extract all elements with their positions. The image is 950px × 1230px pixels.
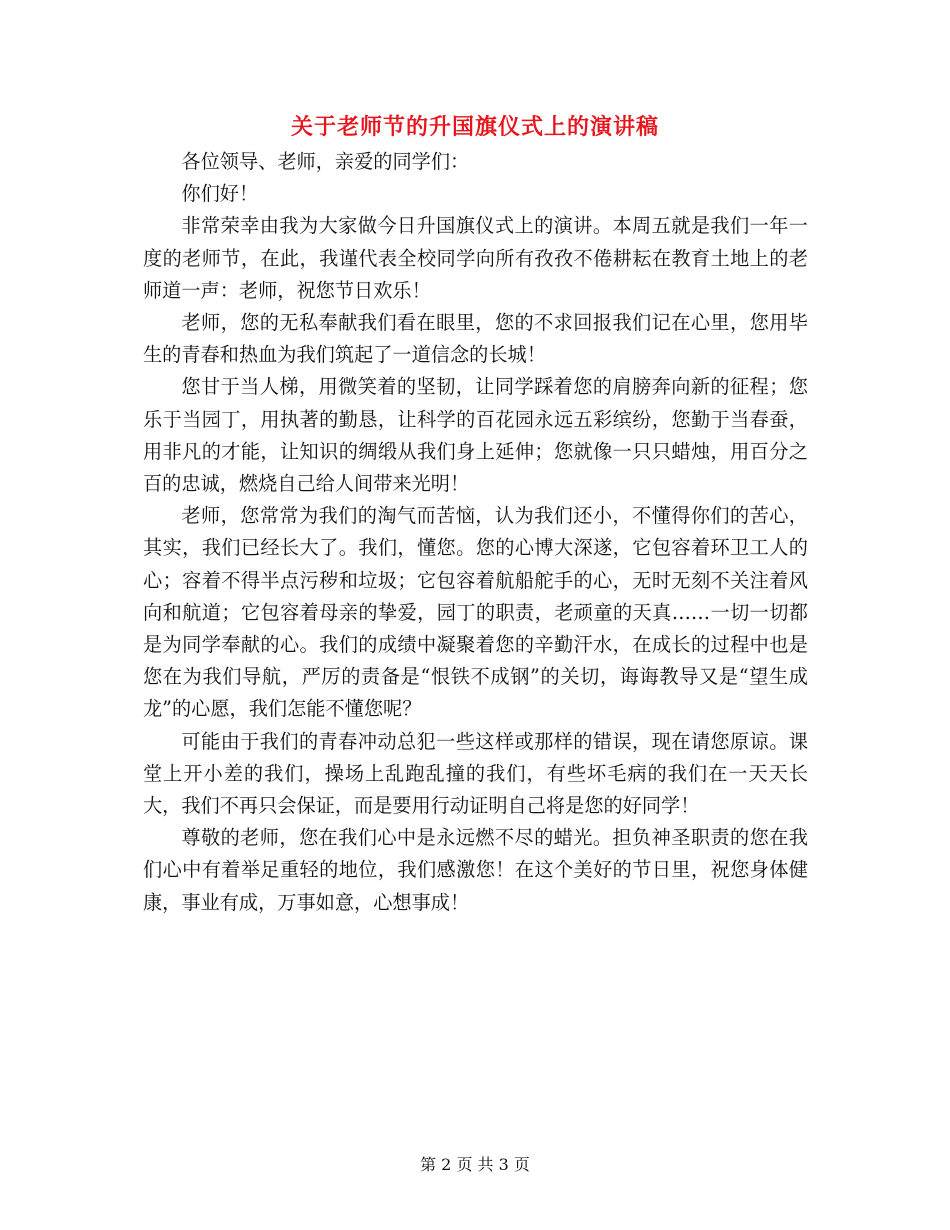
paragraph-intro: 非常荣幸由我为大家做今日升国旗仪式上的演讲。本周五就是我们一年一度的老师节，在此，我谨代表全校同学向所有孜孜不倦耕耘在教育土地上的老师道一声：老师，祝您节日欢乐！ (143, 214, 808, 302)
paragraph-apology: 可能由于我们的青春冲动总犯一些这样或那样的错误，现在请您原谅。课堂上开小差的我们，操场上乱跑乱撞的我们，有些坏毛病的我们在一天天长大，我们不再只会保证，而是要用行动证明自己将是您的好同学！ (143, 729, 808, 818)
paragraph-hello: 你们好！ (181, 182, 259, 206)
paragraph-metaphors: 您甘于当人梯，用微笑着的坚韧，让同学踩着您的肩膀奔向新的征程；您乐于当园丁，用执著的勤恳，让科学的百花园永远五彩缤纷，您勤于当春蚕，用非凡的才能，让知识的绸缎从我们身上延伸；您就像一只只蜡烛，用百分之百的忠诚，燃烧自己给人间带来光明！ (143, 375, 808, 496)
paragraph-dedication: 老师，您的无私奉献我们看在眼里，您的不求回报我们记在心里，您用毕生的青春和热血为我们筑起了一道信念的长城！ (143, 311, 808, 367)
paragraph-closing: 尊敬的老师，您在我们心中是永远燃不尽的蜡光。担负神圣职责的您在我们心中有着举足重轻的地位，我们感激您！在这个美好的节日里，祝您身体健康，事业有成，万事如意，心想事成！ (143, 826, 808, 914)
document-title: 关于老师节的升国旗仪式上的演讲稿 (290, 114, 659, 140)
paragraph-greeting: 各位领导、老师，亲爱的同学们： (181, 150, 470, 173)
document-body (143, 146, 808, 919)
page-footer: 第 2 页 共 3 页 (420, 1155, 530, 1174)
paragraph-understanding: 老师，您常常为我们的淘气而苦恼，认为我们还小，不懂得你们的苦心，其实，我们已经长大了。我们，懂您。您的心博大深遂，它包容着环卫工人的心；容着不得半点污秽和垃圾；它包容着航船舵手的心，无时无刻不关注着风向和航道；它包容着母亲的挚爱，园丁的职责，老顽童的天真……一切一切都是为同学奉献的心。我们的成绩中凝聚着您的辛勤汗水，在成长的过程中也是您在为我们导航，严厉的责备是“恨铁不成钢”的关切，诲诲教导又是“望生成龙”的心愿，我们怎能不懂您呢？ (143, 504, 808, 721)
